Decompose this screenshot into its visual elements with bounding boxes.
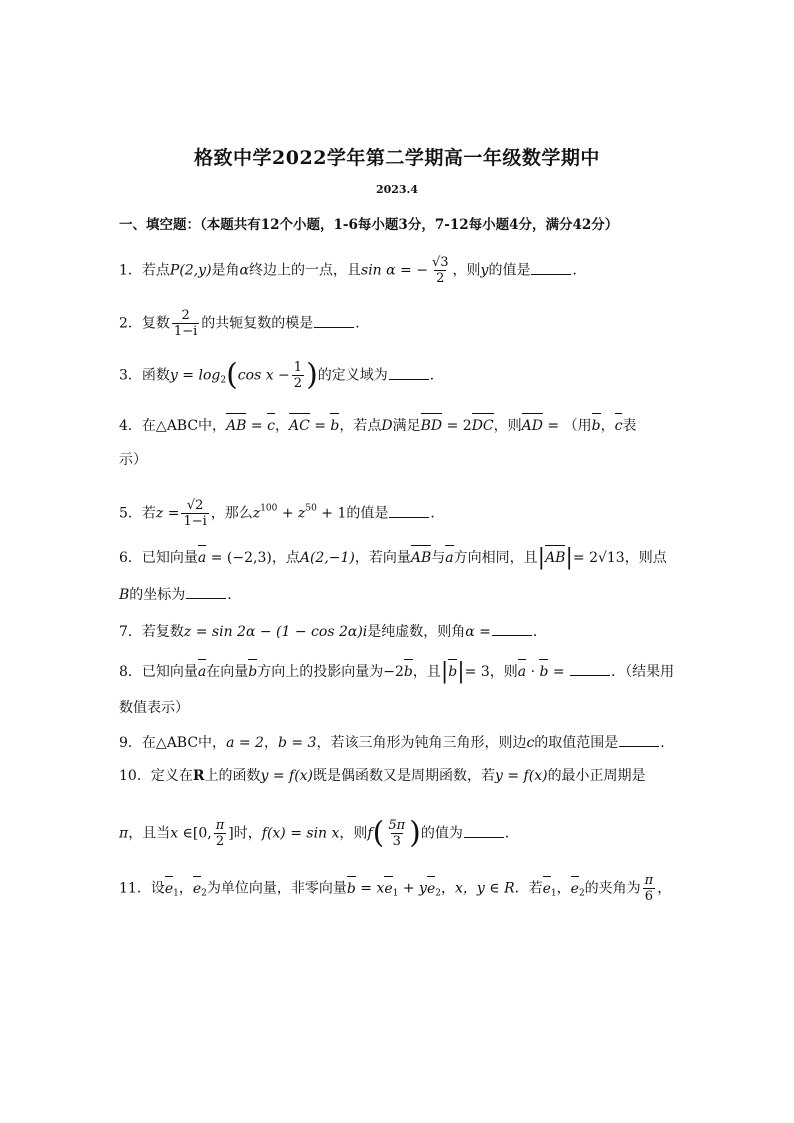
answer-blank[interactable]: [389, 505, 429, 518]
question-1: 1．若点P(2,y)是角α终边上的一点，且sin α = − $\frac{√3}{2}$ ，则y的值是 ．: [119, 255, 587, 286]
fraction: $\frac{\pi}{2}$: [215, 818, 225, 849]
question-10-continued: π，且当x ∈[0, $\frac{\pi}{2}$ ]时，f(x) = sin x，则f( $\frac{5\pi}{3}$ )的值为 ．: [119, 815, 519, 851]
answer-blank[interactable]: [186, 586, 226, 599]
answer-blank[interactable]: [314, 315, 354, 328]
question-8-continued: 数值表示）: [119, 700, 189, 716]
fraction: $\frac{√2}{1-i}$: [183, 498, 207, 529]
question-10: 10．定义在R上的函数y = f(x)既是偶函数又是周期函数，若y = f(x)的最小正周期是: [119, 768, 646, 784]
fraction: $\frac{\pi}{6}$: [644, 873, 654, 904]
answer-blank[interactable]: [619, 734, 659, 747]
question-4: 4．在△ABC中，AB = c，AC = b，若点D满足BD = 2DC，则AD = （用b，c表: [119, 418, 637, 434]
section-heading: 一、填空题：（本题共有12个小题，1-6每小题3分，7-12每小题4分，满分42分）: [119, 217, 619, 233]
fraction: $\frac{√3}{2}$: [431, 255, 449, 286]
question-7: 7．若复数z = sin 2α − (1 − cos 2α)i是纯虚数，则角α = ．: [119, 624, 547, 640]
fraction: $\frac{1}{2}$: [293, 360, 303, 391]
page-title: 格致中学2022学年第二学期高一年级数学期中: [194, 147, 600, 169]
question-11: 11．设$e_1$，$e_2$为单位向量，非零向量$b = xe_1 + ye_2$，x，y ∈ R．若$e_1$，$e_2$的夹角为 $\frac{\pi}{6}$ ，: [119, 873, 672, 904]
question-3: 3．函数$y = \log_2(\cos$ x − $\frac{1}{2}$ )的定义域为 ．: [119, 357, 444, 393]
question-6: 6．已知向量a = (−2,3)，点A(2,−1)，若向量AB与a方向相同，且|AB|= 2√13，则点: [119, 545, 667, 570]
answer-blank[interactable]: [464, 825, 504, 838]
answer-blank[interactable]: [570, 663, 610, 676]
question-5: 5．若z = $\frac{√2}{1-i}$ ，那么$z^{100} + z^{50} + 1$的值是 ．: [119, 498, 445, 529]
question-8: 8．已知向量a在向量b方向上的投影向量为−2b，且|b|= 3，则a · b = ．（结果用: [119, 659, 675, 684]
answer-blank[interactable]: [531, 262, 571, 275]
question-4-continued: 示）: [119, 452, 147, 468]
question-6-continued: B的坐标为 ．: [119, 587, 242, 603]
exam-date: 2023.4: [375, 183, 419, 196]
answer-blank[interactable]: [389, 367, 429, 380]
answer-blank[interactable]: [492, 623, 532, 636]
question-2: 2．复数 $\frac{2}{1-i}$ 的共轭复数的模是 ．: [119, 308, 370, 339]
question-9: 9．在△ABC中，a = 2，b = 3，若该三角形为钝角三角形，则边c的取值范围是 ．: [119, 735, 675, 751]
fraction: $\frac{2}{1-i}$: [173, 308, 198, 339]
fraction: $\frac{5\pi}{3}$: [388, 818, 406, 849]
